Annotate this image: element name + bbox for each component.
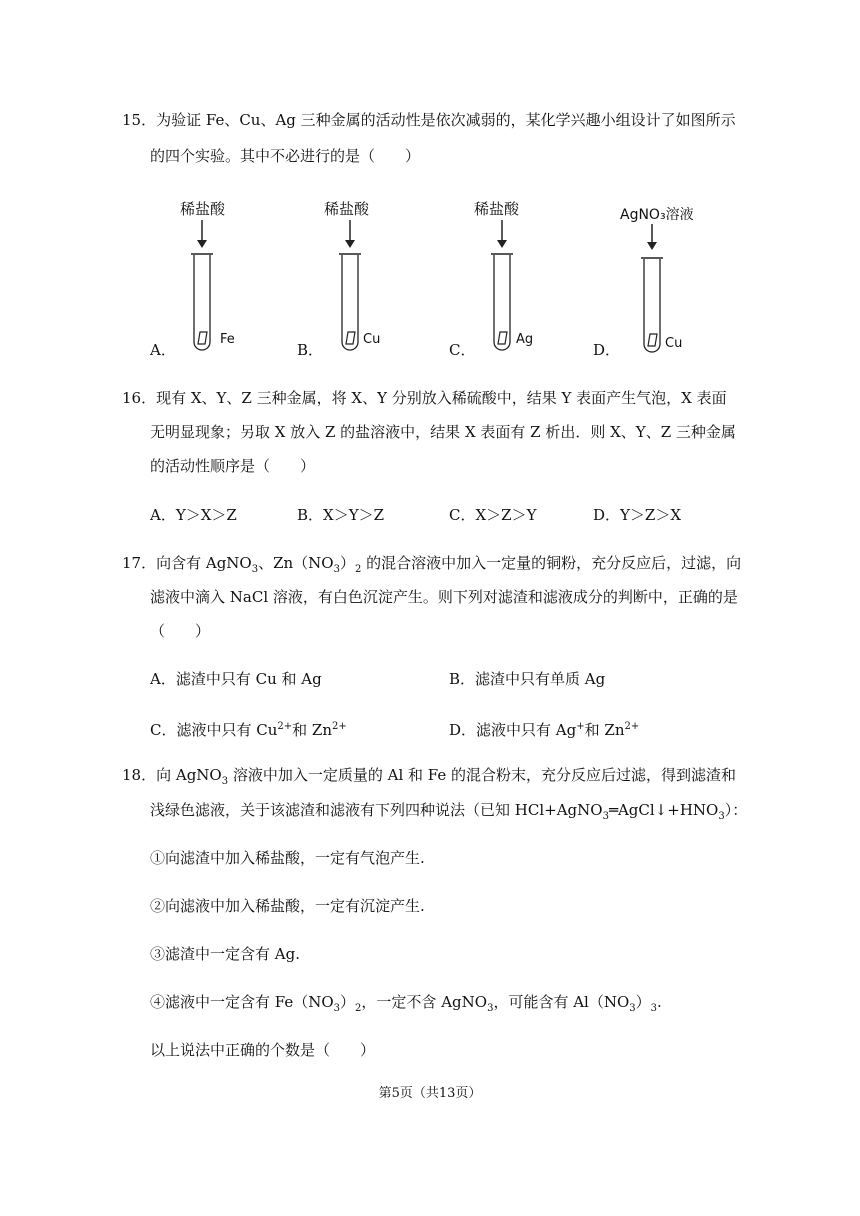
q17-line3: （ ）	[150, 622, 211, 640]
q17-line1: 17．向含有 AgNO$_3$、$Zn(NO_3)_2$ 的混合溶液中加入一定量的铜粉，充分反应后，过滤，向	[122, 554, 742, 575]
q15-fig-a-reagent: 稀盐酸	[180, 200, 226, 218]
q15-option-a-label: A．	[150, 341, 176, 359]
q18-statement-1: ①向滤渣中加入稀盐酸，一定有气泡产生.	[150, 849, 425, 867]
q16-option-d: D．Y＞Z＞X	[593, 506, 682, 524]
q16-option-b: B．X＞Y＞Z	[297, 506, 385, 524]
q15-line2: 的四个实验。其中不必进行的是（ ）	[150, 147, 421, 165]
q15-option-c-label: C．	[449, 341, 476, 359]
q15-fig-a-metal: Fe	[220, 332, 235, 347]
q15-fig-c-metal: Ag	[516, 332, 534, 347]
q15-fig-b-metal: Cu	[363, 332, 381, 347]
page-footer: 第5页（共13页）	[378, 1086, 482, 1101]
q15-fig-d-metal: Cu	[665, 336, 683, 351]
q16-option-a: A．Y＞X＞Z	[150, 506, 237, 524]
q16-line1: 16．现有 X、Y、Z 三种金属，将 X、Y 分别放入稀硫酸中，结果 Y 表面产生气泡，X 表面	[122, 389, 727, 407]
q17-option-a: A．滤渣中只有 Cu 和 Ag	[150, 670, 322, 688]
q18-line1: 18．向 AgNO$_3$ 溶液中加入一定质量的 Al 和 Fe 的混合粉末，充分反应后过滤，得到滤渣和	[122, 766, 737, 787]
q15-fig-c-reagent: 稀盐酸	[474, 200, 520, 218]
q15-option-b-label: B．	[297, 341, 324, 359]
q18-statement-4: ④滤液中一定含有 $Fe(NO_3)_2$，一定不含 AgNO$_3$，可能含有 $Al(NO_3)_3$.	[150, 993, 662, 1014]
q15-option-d-label: D．	[593, 341, 621, 359]
q17-option-c: C．滤液中只有 $Cu^{2+}$和 $Zn^{2+}$	[150, 721, 347, 739]
q18-question: 以上说法中正确的个数是（ ）	[150, 1041, 376, 1059]
q16-option-c: C．X＞Z＞Y	[449, 506, 537, 524]
q17-option-b: B．滤渣中只有单质 Ag	[449, 670, 606, 688]
q16-line3: 的活动性顺序是（ ）	[150, 457, 316, 475]
q17-option-d: D．滤液中只有 Ag+和 $Zn^{2+}$	[449, 721, 640, 739]
q16-line2: 无明显现象；另取 X 放入 Z 的盐溶液中，结果 X 表面有 Z 析出．则 X、Y、Z 三种金属	[150, 423, 736, 441]
q18-statement-2: ②向滤液中加入稀盐酸，一定有沉淀产生.	[150, 897, 425, 915]
q18-statement-3: ③滤渣中一定含有 Ag.	[150, 945, 300, 963]
q17-line2: 滤液中滴入 NaCl 溶液，有白色沉淀产生。则下列对滤渣和滤液成分的判断中，正确的是	[150, 588, 738, 606]
q15-fig-b-reagent: 稀盐酸	[324, 200, 370, 218]
q15-line1: 15．为验证 Fe、Cu、Ag 三种金属的活动性是依次减弱的，某化学兴趣小组设计了如图所示	[122, 111, 736, 129]
q18-line2: 浅绿色滤液，关于该滤渣和滤液有下列四种说法（已知 $HCl+AgNO_3═AgCl↓+HNO_3$）：	[150, 801, 748, 822]
q15-fig-d-reagent: AgNO₃溶液	[620, 207, 694, 223]
